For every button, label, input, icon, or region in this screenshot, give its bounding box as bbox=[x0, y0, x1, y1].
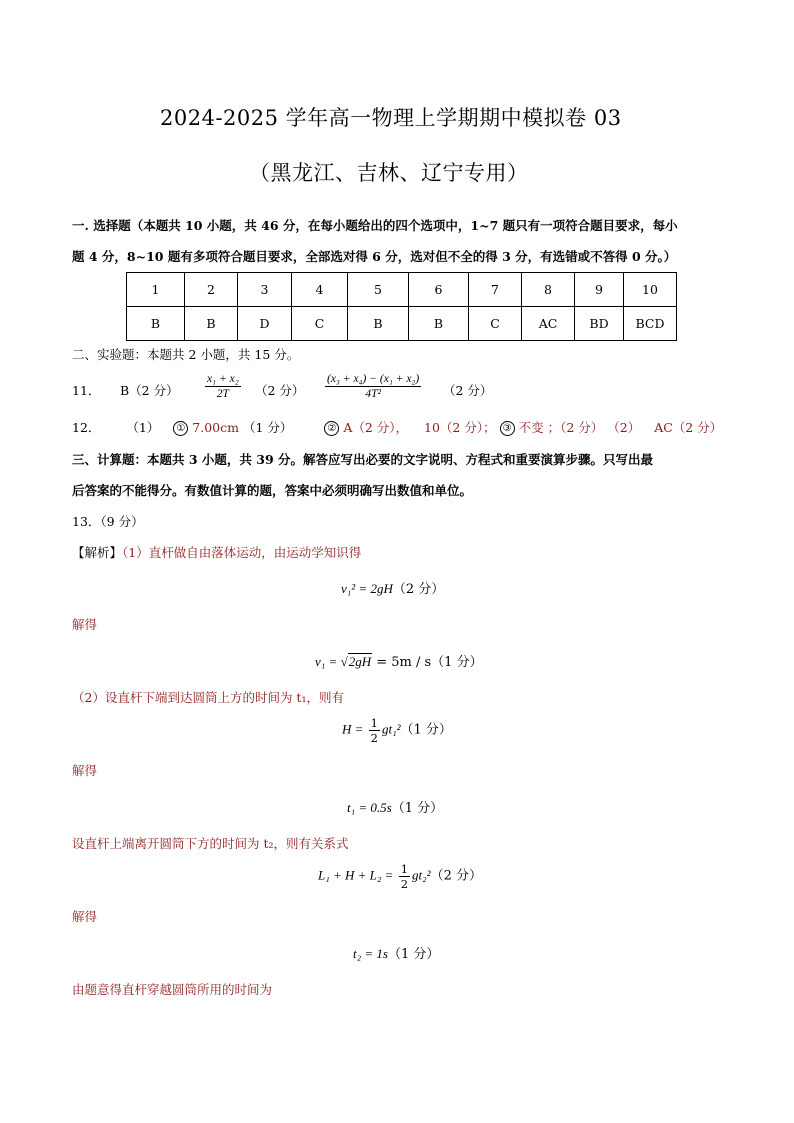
table-cell: 3 bbox=[238, 273, 292, 307]
q12-score1: （1 分） bbox=[242, 420, 293, 435]
table-cell: BCD bbox=[624, 307, 677, 341]
q13-part3-text: 设直杆上端离开圆筒下方的时间为 t₂，则有关系式 bbox=[72, 836, 349, 851]
table-cell: C bbox=[469, 307, 522, 341]
equation-3-numerator: 1 bbox=[370, 716, 378, 730]
table-cell: 6 bbox=[409, 273, 469, 307]
table-cell: C bbox=[292, 307, 348, 341]
q13-part2-text: （2）设直杆下端到达圆筒上方的时间为 t₁，则有 bbox=[72, 690, 344, 705]
q12-number: 12． bbox=[72, 420, 101, 435]
section1-instructions-line1: 一. 选择题（本题共 10 小题，共 46 分，在每小题给出的四个选项中，1~7 题只有一项符合题目要求，每小 bbox=[72, 218, 678, 233]
section3-instructions-line1: 三、计算题：本题共 3 小题，共 39 分。解答应写出必要的文字说明、方程式和重要演算步骤。只写出最 bbox=[72, 452, 654, 467]
equation-6-score: （1 分） bbox=[387, 947, 440, 962]
q12-answer2: A（2 分）， bbox=[343, 420, 409, 435]
q12-part2-label: （2） bbox=[607, 420, 641, 435]
equation-2: v₁ = √2gH = 5m / s（1 分） bbox=[315, 654, 483, 670]
table-cell: B bbox=[127, 307, 185, 341]
equation-5-rhs: gt₂² bbox=[412, 867, 431, 883]
equation-2-rhs: = 5m / s bbox=[372, 655, 432, 670]
equation-5-denominator: 2 bbox=[400, 877, 409, 891]
equation-4-score: （1 分） bbox=[391, 801, 444, 816]
equation-1-body: v₁² = 2gH bbox=[341, 581, 393, 596]
q13-analysis bbox=[72, 543, 361, 561]
table-cell: 1 bbox=[127, 273, 185, 307]
q13-header: 13．（9 分） bbox=[72, 514, 144, 529]
table-cell: B bbox=[185, 307, 238, 341]
section1-instructions-line2: 题 4 分，8~10 题有多项符合题目要求，全部选对得 6 分，选对但不全的得 3 分，有选错或不答得 0 分。） bbox=[72, 249, 677, 264]
table-cell: 8 bbox=[522, 273, 575, 307]
table-cell: B bbox=[348, 307, 409, 341]
equation-5-numerator: 1 bbox=[400, 862, 409, 876]
circled-2-icon: ② bbox=[324, 421, 339, 436]
answer-table bbox=[126, 272, 677, 341]
equation-5-score: （2 分） bbox=[430, 868, 482, 884]
jiede-label-3: 解得 bbox=[72, 909, 98, 924]
q11-number: 11． bbox=[72, 383, 101, 398]
q11-answer1: B（2 分） bbox=[120, 383, 179, 398]
q11-fraction2 bbox=[323, 372, 423, 401]
jiede-label-2: 解得 bbox=[72, 763, 98, 778]
q12-score4: ；（2 分） bbox=[547, 420, 604, 435]
q13-final-text: 由题意得直杆穿越圆筒所用的时间为 bbox=[72, 982, 273, 997]
equation-2-root: 2gH bbox=[348, 654, 372, 669]
equation-4 bbox=[347, 797, 443, 816]
q11-fraction2-numerator: (x₃ + x₄) − (x₁ + x₂) bbox=[327, 373, 420, 385]
table-cell: 5 bbox=[348, 273, 409, 307]
q12-answer4: 不变 bbox=[518, 420, 544, 435]
equation-4-body: t₁ = 0.5s bbox=[347, 800, 392, 815]
section2-heading: 二、实验题：本题共 2 小题，共 15 分。 bbox=[72, 347, 300, 362]
equation-3-score: （1 分） bbox=[400, 722, 452, 738]
q11-fraction2-denominator: 4T² bbox=[365, 388, 381, 400]
page-title: 2024-2025 学年高一物理上学期期中模拟卷 03 bbox=[160, 106, 622, 130]
section3-instructions-line2: 后答案的不能得分。有数值计算的题，答案中必须明确写出数值和单位。 bbox=[72, 483, 473, 498]
table-cell: BD bbox=[575, 307, 624, 341]
equation-6 bbox=[353, 943, 439, 962]
q12-row bbox=[72, 418, 722, 436]
equation-3-rhs: gt₁² bbox=[382, 721, 401, 737]
equation-5-lhs: L₁ + H + L₂ = bbox=[318, 867, 397, 883]
q11-score2: （2 分） bbox=[443, 383, 493, 398]
equation-6-body: t₂ = 1s bbox=[353, 946, 388, 961]
table-cell: AC bbox=[522, 307, 575, 341]
table-cell: 10 bbox=[624, 273, 677, 307]
q11-fraction1-numerator: x₁ + x₂ bbox=[207, 373, 239, 385]
page-subtitle: （黑龙江、吉林、辽宁专用） bbox=[249, 161, 529, 185]
circled-1-icon: ① bbox=[173, 421, 188, 436]
table-cell: 4 bbox=[292, 273, 348, 307]
answer-table-number-row bbox=[127, 273, 677, 307]
equation-3-lhs: H = bbox=[342, 721, 367, 737]
jiede-label-1: 解得 bbox=[72, 617, 98, 632]
answer-table-answer-row bbox=[127, 307, 677, 341]
circled-3-icon: ③ bbox=[500, 421, 515, 436]
equation-5 bbox=[318, 862, 482, 891]
q12-answer1: 7.00cm bbox=[192, 420, 239, 435]
table-cell: 7 bbox=[469, 273, 522, 307]
table-cell: D bbox=[238, 307, 292, 341]
equation-2-score: （1 分） bbox=[431, 655, 483, 670]
q12-answer5: AC（2 分） bbox=[654, 420, 723, 435]
analysis-tag: 【解析】 bbox=[72, 545, 123, 560]
q11-fraction1-denominator: 2T bbox=[216, 388, 229, 400]
equation-1 bbox=[341, 578, 444, 597]
table-cell: 2 bbox=[185, 273, 238, 307]
q11-fraction1 bbox=[203, 372, 243, 401]
equation-3-denominator: 2 bbox=[370, 731, 378, 745]
table-cell: 9 bbox=[575, 273, 624, 307]
table-cell: B bbox=[409, 307, 469, 341]
equation-3 bbox=[342, 716, 452, 745]
equation-2-lhs: v₁ = bbox=[315, 654, 341, 669]
q12-answer3: 10（2 分）； bbox=[424, 420, 496, 435]
q11-score1: （2 分） bbox=[255, 383, 305, 398]
equation-1-score: （2 分） bbox=[392, 582, 445, 597]
analysis-text: （1）直杆做自由落体运动，由运动学知识得 bbox=[122, 545, 362, 560]
q12-part1-label: （1） bbox=[126, 420, 160, 435]
